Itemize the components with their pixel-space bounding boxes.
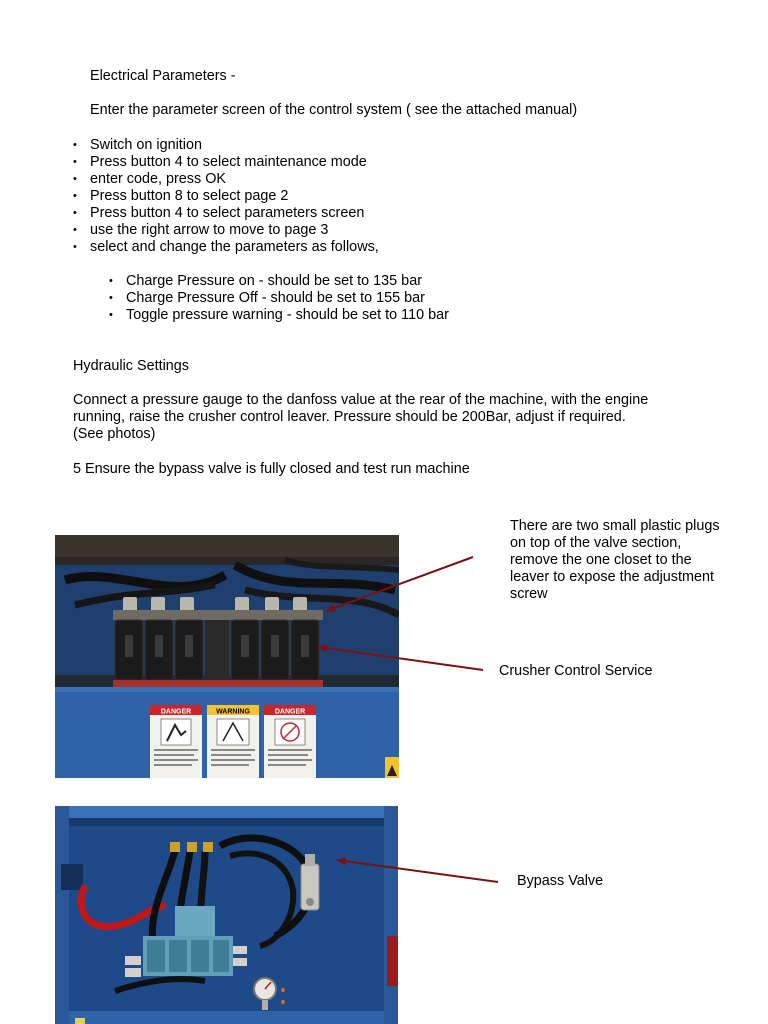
electrical-intro: Enter the parameter screen of the control system ( see the attached manual): [90, 102, 578, 118]
parameter-item: • Toggle pressure warning - should be set to 110 bar: [126, 307, 449, 324]
step-item: • Press button 4 to select parameters screen: [90, 205, 379, 222]
danger-label-right: DANGER: [274, 708, 306, 716]
callout-line: remove the one closet to the: [510, 552, 692, 568]
step-item: • Press button 8 to select page 2: [90, 188, 379, 205]
bypass-valve-label: Bypass Valve: [517, 873, 604, 889]
callout-line: on top of the valve section,: [510, 535, 682, 551]
crusher-control-arrow: [318, 647, 483, 670]
body-line: (See photos): [73, 426, 156, 442]
parameter-item: • Charge Pressure Off - should be set to 155 bar: [126, 290, 449, 307]
step-item: • use the right arrow to move to page 3: [90, 222, 379, 239]
parameter-item: • Charge Pressure on - should be set to 135 bar: [126, 273, 449, 290]
step-item: • Press button 4 to select maintenance mode: [90, 154, 379, 171]
step-item: • select and change the parameters as follows,: [90, 239, 379, 256]
callout-line: leaver to expose the adjustment: [510, 569, 714, 585]
hydraulic-step5: 5 Ensure the bypass valve is fully closed and test run machine: [73, 461, 470, 477]
callout-line: screw: [510, 586, 548, 602]
step-item: • enter code, press OK: [90, 171, 379, 188]
step-item: • Switch on ignition: [90, 137, 379, 154]
danger-label-left: DANGER: [160, 708, 192, 716]
plugs-arrow: [326, 557, 473, 611]
callout-line: There are two small plastic plugs: [510, 518, 720, 534]
body-line: running, raise the crusher control leaver. Pressure should be 200Bar, adjust if required.: [73, 409, 626, 425]
bypass-valve-arrow: [337, 860, 498, 882]
electrical-heading: Electrical Parameters -: [90, 68, 236, 84]
body-line: Connect a pressure gauge to the danfoss value at the rear of the machine, with the engine: [73, 392, 649, 408]
warning-label: WARNING: [216, 708, 250, 716]
crusher-control-label: Crusher Control Service: [499, 663, 653, 679]
hydraulic-heading: Hydraulic Settings: [73, 358, 189, 374]
